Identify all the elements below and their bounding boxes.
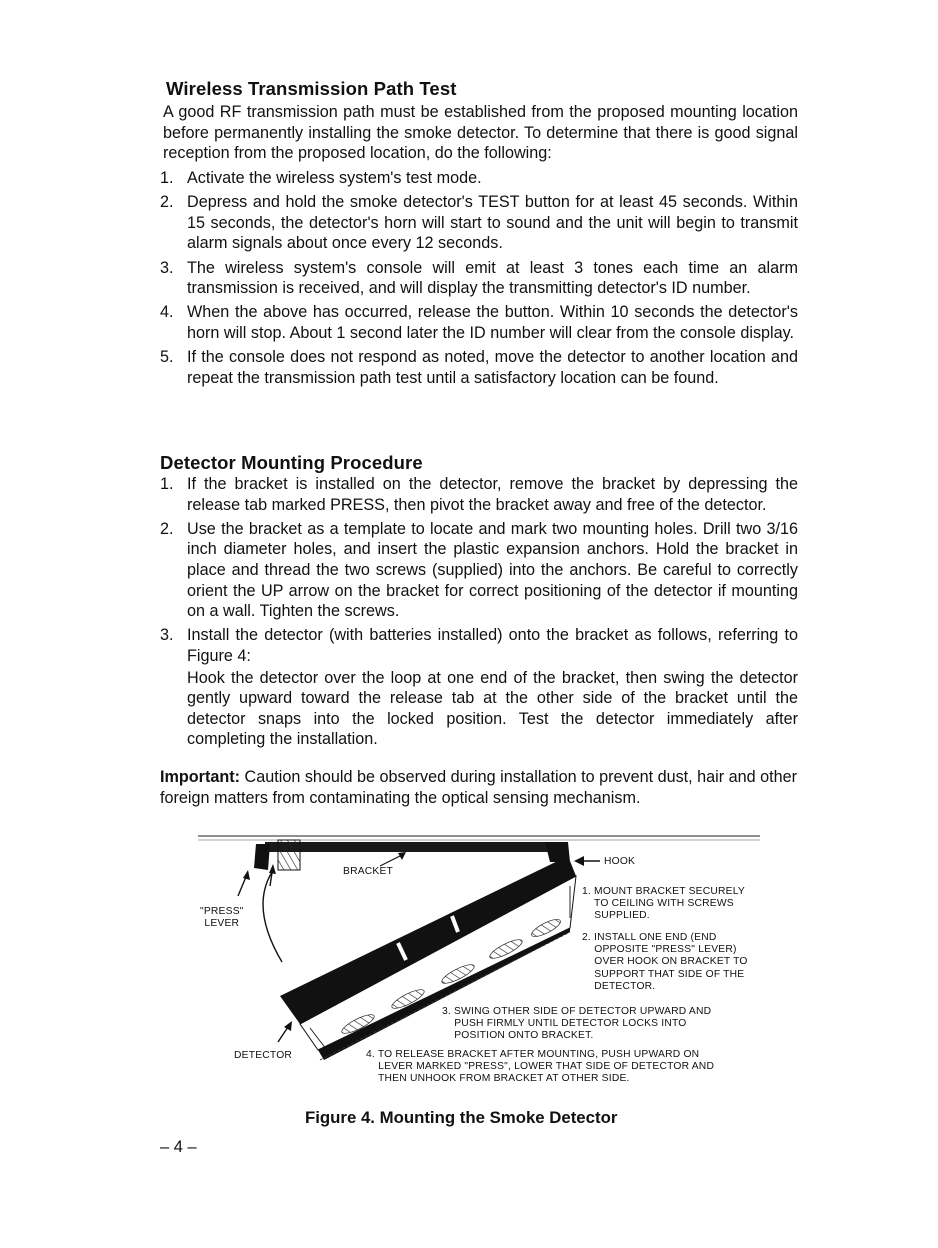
section-heading-mounting-procedure: Detector Mounting Procedure xyxy=(160,452,423,473)
list-item: 2. Depress and hold the smoke detector's TEST button for at least 45 seconds. Within 15 seconds, the detector's horn will start to sound and the unit will begin to transmit alarm signals about once every 12 seconds. xyxy=(160,193,798,253)
press-lever-shape xyxy=(278,840,300,870)
important-text: Caution should be observed during installation to prevent dust, hair and other foreign matters from contaminating the optical sensing mechanism. xyxy=(160,768,798,807)
transmission-test-steps xyxy=(160,168,798,392)
bracket-label: BRACKET xyxy=(343,866,394,877)
list-item: 1. If the bracket is installed on the detector, remove the bracket by depressing the release tab marked PRESS, then pivot the bracket away and free of the detector. xyxy=(160,475,798,514)
detector-label: DETECTOR xyxy=(234,1050,293,1061)
mounting-procedure-steps xyxy=(160,474,798,754)
important-label: Important: xyxy=(160,768,241,786)
mounting-step-3-detail: Hook the detector over the loop at one end of the bracket, then swing the detector gently upward toward the release tab at the other side of the bracket until the detector snaps into the locked position. Test the detector immediately after completing the installation. xyxy=(187,668,798,749)
section-heading-transmission-test: Wireless Transmission Path Test xyxy=(166,78,457,99)
figure-mounting-diagram xyxy=(190,828,770,1098)
list-item: 3. Install the detector (with batteries installed) onto the bracket as follows, referring to Figure 4: Hook the detector over the loop at one end of the bracket, then swing the detector gently upward toward the release tab at the other side of the bracket until the detector snaps into the locked position. Test the detector immediately after completing the installation. xyxy=(160,626,798,749)
list-item: 4. When the above has occurred, release the button. Within 10 seconds the detector's horn will stop. About 1 second later the ID number will clear from the console display. xyxy=(160,303,798,342)
page-number: – 4 – xyxy=(160,1138,197,1156)
list-item: 1. Activate the wireless system's test mode. xyxy=(160,169,482,187)
figure-step-2: 2. INSTALL ONE END (END OPPOSITE "PRESS" LEVER) OVER HOOK ON BRACKET TO SUPPORT THAT SIDE OF THE DETECTOR. xyxy=(582,932,748,992)
transmission-test-intro: A good RF transmission path must be established from the proposed mounting location before permanently installing the smoke detector. To determine that there is good signal reception from the proposed location, do the following: xyxy=(163,103,798,163)
press-lever-label: "PRESS" LEVER xyxy=(200,906,244,930)
figure-caption: Figure 4. Mounting the Smoke Detector xyxy=(305,1108,618,1127)
list-item: 3. The wireless system's console will emit at least 3 tones each time an alarm transmission is received, and will display the transmitting detector's ID number. xyxy=(160,258,798,298)
figure-step-3: 3. SWING OTHER SIDE OF DETECTOR UPWARD AND PUSH FIRMLY UNTIL DETECTOR LOCKS INTO POSITION ONTO BRACKET. xyxy=(442,1006,712,1042)
lever-swing-arc xyxy=(263,872,282,962)
list-item: 2. Use the bracket as a template to locate and mark two mounting holes. Drill two 3/16 inch diameter holes, and insert the plastic expansion anchors. Hold the bracket in place and thread the two screws (supplied) into the anchors. Be careful to correctly orient the UP arrow on the bracket for correct positioning of the detector if mounting on a wall. Tighten the screws. xyxy=(160,519,798,621)
important-note xyxy=(160,767,800,808)
hook-label: HOOK xyxy=(604,856,636,867)
figure-step-1: 1. MOUNT BRACKET SECURELY TO CEILING WITH SCREWS SUPPLIED. xyxy=(582,886,745,922)
figure-step-4: 4. TO RELEASE BRACKET AFTER MOUNTING, PUSH UPWARD ON LEVER MARKED "PRESS", LOWER THAT SIDE OF DETECTOR AND THEN UNHOOK FROM BRACKET AT OTHER SIDE. xyxy=(366,1049,715,1085)
bracket-bar xyxy=(265,842,555,852)
list-item: 5. If the console does not respond as noted, move the detector to another location and repeat the transmission path test until a satisfactory location can be found. xyxy=(160,348,798,387)
